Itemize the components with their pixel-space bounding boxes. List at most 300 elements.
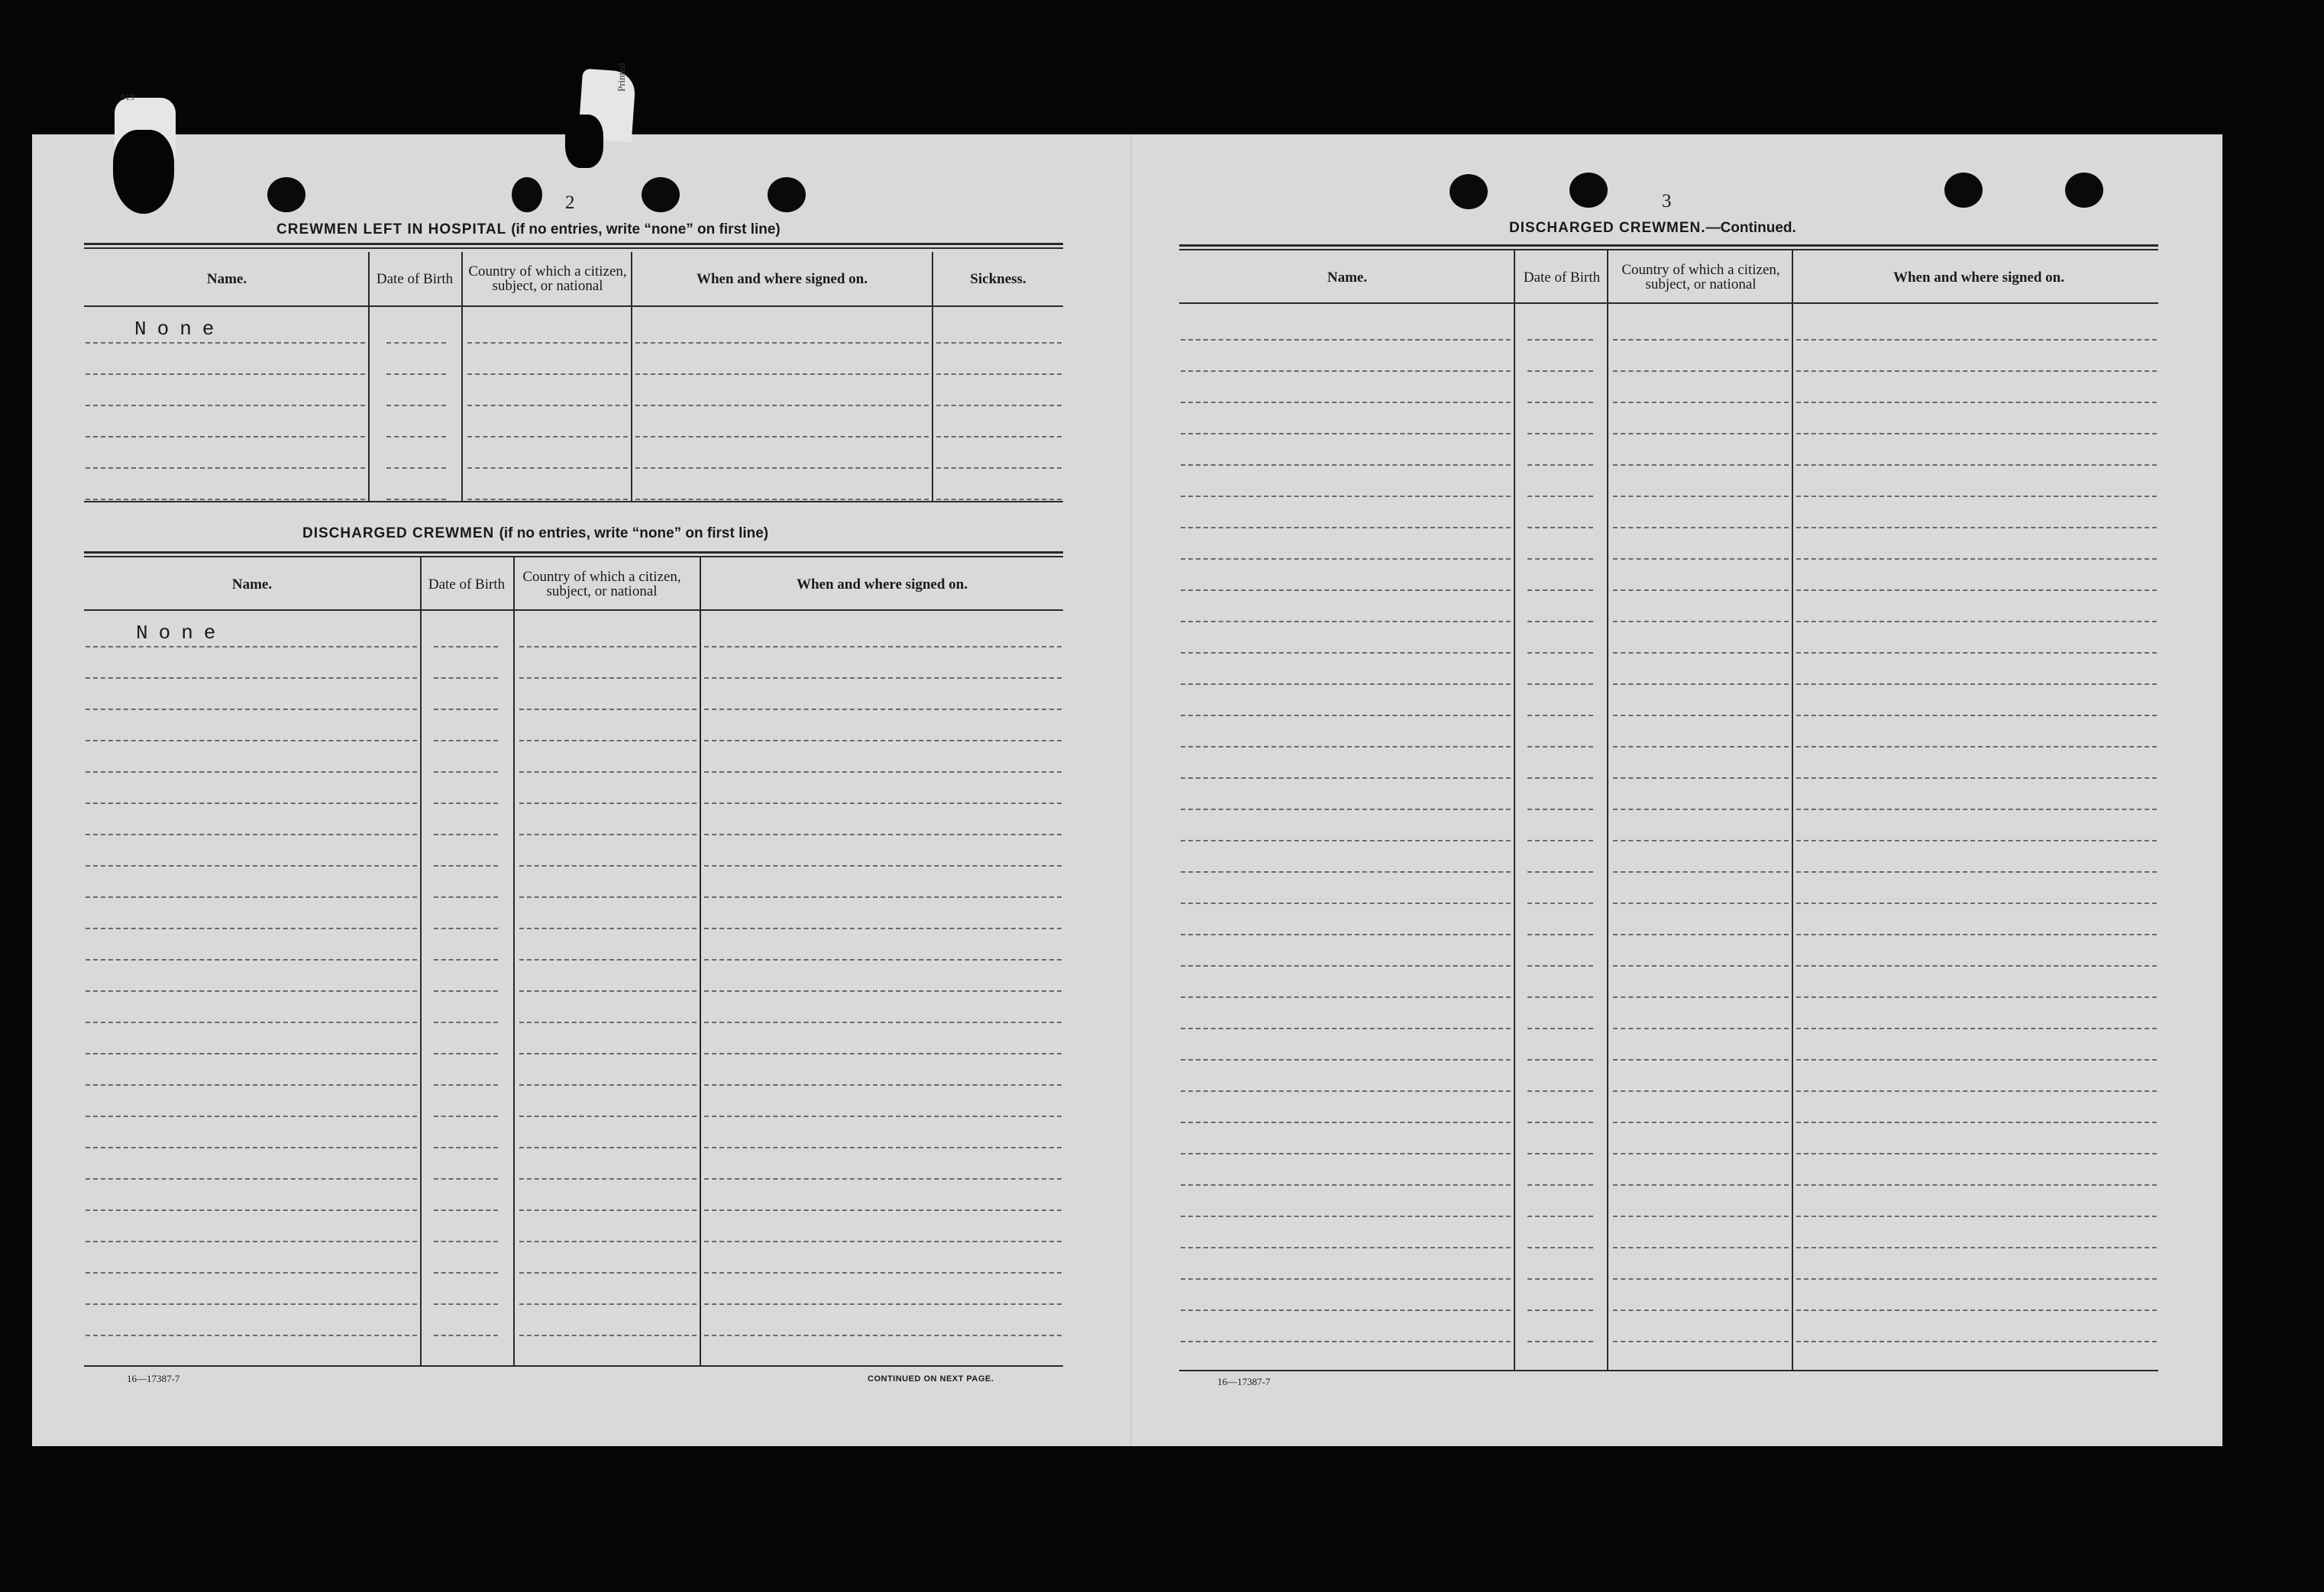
punch-hole: [267, 177, 305, 212]
ruled-line: [519, 834, 697, 835]
ruled-line: [434, 928, 498, 929]
ruled-line: [434, 1209, 498, 1211]
discharged-col-signed: When and where signed on.: [796, 576, 968, 593]
continued-note: CONTINUED ON NEXT PAGE.: [868, 1374, 994, 1384]
ruled-line: [519, 1116, 697, 1117]
ruled-line: [1527, 496, 1593, 497]
ruled-line: [519, 646, 697, 647]
continued-divider: [1792, 250, 1793, 1370]
ruled-line: [1181, 809, 1511, 810]
ruled-line: [1796, 965, 2157, 967]
ruled-line: [386, 499, 446, 500]
hospital-bottom-rule: [84, 501, 1063, 502]
ruled-line: [1613, 1216, 1789, 1217]
continued-col-name: Name.: [1327, 269, 1368, 286]
ruled-line: [1181, 339, 1511, 341]
ruled-line: [434, 1053, 498, 1054]
ruled-line: [86, 1272, 417, 1274]
hospital-top-rule: [84, 243, 1063, 249]
ruled-line: [1796, 652, 2157, 654]
ruled-line: [1796, 746, 2157, 748]
ruled-line: [635, 342, 929, 344]
ruled-line: [1527, 903, 1593, 904]
ruled-line: [1181, 683, 1511, 685]
ruled-line: [1613, 1309, 1789, 1311]
ruled-line: [519, 740, 697, 741]
ruled-line: [1796, 1278, 2157, 1280]
ruled-line: [1796, 1247, 2157, 1248]
ruled-line: [1181, 1122, 1511, 1123]
ruled-line: [434, 865, 498, 867]
ruled-line: [434, 802, 498, 804]
ruled-line: [1181, 996, 1511, 998]
ruled-line: [1527, 996, 1593, 998]
ruled-line: [1527, 339, 1593, 341]
continued-col-country: Country of which a citizen, subject, or national: [1621, 262, 1780, 292]
hospital-divider: [631, 252, 632, 501]
continued-col-dob: Date of Birth: [1523, 269, 1601, 286]
ruled-line: [1527, 1122, 1593, 1123]
discharged-divider: [513, 557, 515, 1365]
ruled-line: [1613, 621, 1789, 622]
ruled-line: [519, 928, 697, 929]
ruled-line: [1796, 1090, 2157, 1092]
ruled-line: [1613, 840, 1789, 841]
ruled-line: [1181, 370, 1511, 372]
ruled-line: [704, 959, 1062, 961]
ruled-line: [1613, 934, 1789, 935]
page-fold: [1130, 134, 1132, 1446]
tear-left: [113, 130, 174, 214]
ruled-line: [1181, 777, 1511, 779]
ruled-line: [434, 1147, 498, 1148]
ruled-line: [434, 1116, 498, 1117]
ruled-line: [1796, 777, 2157, 779]
ruled-line: [936, 342, 1062, 344]
ruled-line: [86, 1209, 417, 1211]
ruled-line: [434, 834, 498, 835]
hospital-col-signed: When and where signed on.: [696, 270, 868, 287]
ruled-line: [704, 1178, 1062, 1180]
ruled-line: [936, 405, 1062, 406]
ruled-line: [434, 959, 498, 961]
discharged-divider: [420, 557, 422, 1365]
ruled-line: [86, 1178, 417, 1180]
ruled-line: [1181, 1028, 1511, 1029]
hospital-instruction: (if no entries, write “none” on first line): [511, 221, 781, 237]
ruled-line: [1527, 527, 1593, 528]
ruled-line: [519, 865, 697, 867]
ruled-line: [519, 1178, 697, 1180]
ruled-line: [1796, 1153, 2157, 1154]
ruled-line: [1527, 1216, 1593, 1217]
discharged-header-rule: [84, 609, 1063, 611]
continued-title-text: DISCHARGED CREWMEN.: [1509, 220, 1706, 236]
hospital-col-sickness: Sickness.: [970, 270, 1026, 287]
continued-bottom-rule: [1179, 1370, 2158, 1371]
ruled-line: [519, 990, 697, 992]
ruled-line: [1613, 464, 1789, 466]
ruled-line: [704, 1303, 1062, 1305]
continued-section-title: [1509, 220, 1796, 237]
ruled-line: [1613, 1059, 1789, 1061]
ruled-line: [704, 928, 1062, 929]
ruled-line: [1796, 527, 2157, 528]
ruled-line: [704, 771, 1062, 773]
ruled-line: [704, 1335, 1062, 1336]
ruled-line: [1181, 527, 1511, 528]
ruled-line: [1527, 464, 1593, 466]
ruled-line: [1527, 433, 1593, 434]
punch-hole: [1944, 173, 1983, 208]
ruled-line: [86, 865, 417, 867]
ruled-line: [1181, 589, 1511, 591]
punch-hole: [1450, 174, 1488, 209]
ruled-line: [519, 802, 697, 804]
ruled-line: [704, 1241, 1062, 1242]
hospital-col-dob: Date of Birth: [376, 270, 454, 287]
ruled-line: [1796, 1309, 2157, 1311]
ruled-line: [1796, 433, 2157, 434]
hospital-divider: [932, 252, 933, 501]
ruled-line: [86, 1084, 417, 1086]
ruled-line: [1181, 965, 1511, 967]
edge-fragment-left: 919: [121, 92, 134, 102]
ruled-line: [704, 1053, 1062, 1054]
ruled-line: [1796, 809, 2157, 810]
ruled-line: [1796, 1216, 2157, 1217]
ruled-line: [1796, 934, 2157, 935]
continued-header-rule: [1179, 302, 2158, 304]
ruled-line: [86, 959, 417, 961]
ruled-line: [1613, 1122, 1789, 1123]
hospital-divider: [461, 252, 463, 501]
ruled-line: [1796, 903, 2157, 904]
ruled-line: [434, 1084, 498, 1086]
ruled-line: [1181, 934, 1511, 935]
discharged-entry-none: None: [136, 622, 227, 644]
ruled-line: [1796, 871, 2157, 873]
ledger-sheet: [32, 134, 2222, 1446]
ruled-line: [86, 1303, 417, 1305]
ruled-line: [1613, 1184, 1789, 1186]
ruled-line: [1613, 683, 1789, 685]
ruled-line: [1527, 1153, 1593, 1154]
ruled-line: [434, 1303, 498, 1305]
ruled-line: [1181, 1184, 1511, 1186]
page-number-right: 3: [1662, 191, 1672, 212]
ruled-line: [704, 1209, 1062, 1211]
ruled-line: [1527, 746, 1593, 748]
tear-right: [565, 115, 603, 168]
ruled-line: [386, 467, 446, 469]
ruled-line: [1613, 1247, 1789, 1248]
ruled-line: [86, 677, 417, 679]
ruled-line: [467, 405, 628, 406]
continued-divider: [1514, 250, 1515, 1370]
ruled-line: [434, 677, 498, 679]
ruled-line: [434, 896, 498, 898]
ruled-line: [704, 740, 1062, 741]
ruled-line: [519, 709, 697, 710]
ruled-line: [1527, 683, 1593, 685]
ruled-line: [1527, 871, 1593, 873]
ruled-line: [434, 771, 498, 773]
ruled-line: [519, 1209, 697, 1211]
ruled-line: [1796, 370, 2157, 372]
ruled-line: [1527, 934, 1593, 935]
ruled-line: [1527, 370, 1593, 372]
ruled-line: [1796, 558, 2157, 560]
ruled-line: [1181, 1341, 1511, 1342]
ruled-line: [1796, 1059, 2157, 1061]
ruled-line: [1613, 652, 1789, 654]
ruled-line: [1796, 715, 2157, 716]
ruled-line: [704, 646, 1062, 647]
ruled-line: [1613, 715, 1789, 716]
ruled-line: [1527, 1278, 1593, 1280]
ruled-line: [1796, 840, 2157, 841]
ruled-line: [936, 467, 1062, 469]
ruled-line: [1796, 1122, 2157, 1123]
ruled-line: [86, 1147, 417, 1148]
ruled-line: [467, 373, 628, 375]
punch-hole: [1569, 173, 1608, 208]
hospital-header-rule: [84, 305, 1063, 307]
ruled-line: [704, 865, 1062, 867]
ruled-line: [519, 1084, 697, 1086]
ruled-line: [1796, 1028, 2157, 1029]
ruled-line: [704, 834, 1062, 835]
ruled-line: [86, 499, 365, 500]
ruled-line: [1613, 402, 1789, 403]
punch-hole: [642, 177, 680, 212]
ruled-line: [1613, 871, 1789, 873]
ruled-line: [1181, 903, 1511, 904]
ruled-line: [1613, 1090, 1789, 1092]
ruled-line: [1181, 558, 1511, 560]
ruled-line: [704, 1147, 1062, 1148]
ruled-line: [86, 373, 365, 375]
discharged-top-rule: [84, 551, 1063, 557]
ruled-line: [1613, 903, 1789, 904]
punch-hole: [2065, 173, 2103, 208]
hospital-title-text: CREWMEN LEFT IN HOSPITAL: [276, 221, 506, 237]
ruled-line: [86, 928, 417, 929]
ruled-line: [86, 990, 417, 992]
ruled-line: [86, 342, 365, 344]
ruled-line: [434, 646, 498, 647]
ruled-line: [1527, 402, 1593, 403]
ruled-line: [1527, 1341, 1593, 1342]
discharged-bottom-rule: [84, 1365, 1063, 1367]
ruled-line: [936, 373, 1062, 375]
ruled-line: [434, 1022, 498, 1023]
ruled-line: [1613, 496, 1789, 497]
ruled-line: [704, 990, 1062, 992]
ruled-line: [1527, 589, 1593, 591]
ruled-line: [1613, 965, 1789, 967]
discharged-col-dob: Date of Birth: [428, 576, 506, 593]
ruled-line: [386, 436, 446, 438]
ruled-line: [1181, 840, 1511, 841]
ruled-line: [86, 646, 417, 647]
ruled-line: [467, 467, 628, 469]
ruled-line: [1181, 1278, 1511, 1280]
ruled-line: [519, 1022, 697, 1023]
ruled-line: [1181, 1059, 1511, 1061]
form-number-left: 16—17387-7: [127, 1373, 180, 1384]
ruled-line: [1796, 1184, 2157, 1186]
ruled-line: [704, 896, 1062, 898]
ruled-line: [1181, 496, 1511, 497]
ruled-line: [1527, 809, 1593, 810]
ruled-line: [1527, 1090, 1593, 1092]
ruled-line: [1796, 683, 2157, 685]
ruled-line: [1796, 621, 2157, 622]
ruled-line: [519, 1303, 697, 1305]
ruled-line: [1613, 339, 1789, 341]
ruled-line: [1527, 777, 1593, 779]
discharged-col-name: Name.: [231, 576, 273, 593]
ruled-line: [635, 436, 929, 438]
ruled-line: [519, 677, 697, 679]
ruled-line: [1796, 996, 2157, 998]
ruled-line: [86, 467, 365, 469]
ruled-line: [467, 436, 628, 438]
hospital-entry-none: None: [134, 318, 225, 341]
ruled-line: [86, 436, 365, 438]
ruled-line: [434, 1178, 498, 1180]
ruled-line: [936, 499, 1062, 500]
ruled-line: [1181, 746, 1511, 748]
ruled-line: [1527, 1059, 1593, 1061]
hospital-col-country: Country of which a citizen, subject, or national: [468, 263, 627, 294]
ruled-line: [1181, 1309, 1511, 1311]
ruled-line: [704, 709, 1062, 710]
ruled-line: [1796, 496, 2157, 497]
ruled-line: [1527, 1184, 1593, 1186]
ruled-line: [1527, 621, 1593, 622]
ruled-line: [635, 405, 929, 406]
ruled-line: [1181, 1216, 1511, 1217]
ruled-line: [86, 1022, 417, 1023]
ruled-line: [519, 896, 697, 898]
ruled-line: [519, 771, 697, 773]
hospital-divider: [368, 252, 370, 501]
ruled-line: [1796, 1341, 2157, 1342]
ruled-line: [519, 1147, 697, 1148]
ruled-line: [519, 1272, 697, 1274]
ruled-line: [1181, 871, 1511, 873]
ruled-line: [86, 709, 417, 710]
ruled-line: [434, 740, 498, 741]
ruled-line: [519, 1053, 697, 1054]
ruled-line: [519, 959, 697, 961]
ruled-line: [1181, 464, 1511, 466]
hospital-section-title: [276, 221, 781, 238]
ruled-line: [1527, 1309, 1593, 1311]
ruled-line: [1527, 1028, 1593, 1029]
ruled-line: [1181, 652, 1511, 654]
ruled-line: [635, 499, 929, 500]
ruled-line: [1613, 809, 1789, 810]
ruled-line: [1527, 652, 1593, 654]
ruled-line: [1613, 1028, 1789, 1029]
ruled-line: [519, 1335, 697, 1336]
ruled-line: [1181, 1247, 1511, 1248]
ruled-line: [434, 709, 498, 710]
ruled-line: [1181, 1090, 1511, 1092]
ruled-line: [1181, 621, 1511, 622]
ruled-line: [386, 373, 446, 375]
ruled-line: [467, 499, 628, 500]
continued-title-suffix: —Continued.: [1705, 220, 1796, 236]
ruled-line: [1613, 777, 1789, 779]
ruled-line: [86, 405, 365, 406]
page-number-left: 2: [565, 192, 575, 213]
ruled-line: [86, 1335, 417, 1336]
ruled-line: [434, 1241, 498, 1242]
ruled-line: [1613, 589, 1789, 591]
ruled-line: [86, 740, 417, 741]
ruled-line: [635, 373, 929, 375]
ruled-line: [1796, 339, 2157, 341]
punch-hole: [512, 177, 542, 212]
discharged-col-country: Country of which a citizen, subject, or national: [522, 569, 681, 599]
ruled-line: [386, 342, 446, 344]
hospital-col-name: Name.: [206, 270, 247, 287]
ruled-line: [434, 1335, 498, 1336]
ruled-line: [1181, 402, 1511, 403]
ruled-line: [86, 834, 417, 835]
discharged-section-title: [302, 525, 768, 542]
ruled-line: [386, 405, 446, 406]
ruled-line: [704, 1272, 1062, 1274]
ruled-line: [1181, 1153, 1511, 1154]
ruled-line: [1181, 715, 1511, 716]
ruled-line: [1181, 433, 1511, 434]
ruled-line: [1613, 558, 1789, 560]
ruled-line: [704, 1084, 1062, 1086]
continued-top-rule: [1179, 244, 2158, 250]
ruled-line: [519, 1241, 697, 1242]
ruled-line: [86, 1053, 417, 1054]
ruled-line: [1527, 1247, 1593, 1248]
ruled-line: [434, 990, 498, 992]
ruled-line: [936, 436, 1062, 438]
continued-divider: [1607, 250, 1608, 1370]
ruled-line: [86, 802, 417, 804]
ruled-line: [86, 896, 417, 898]
ruled-line: [1527, 558, 1593, 560]
continued-col-signed: When and where signed on.: [1892, 269, 2064, 286]
ruled-line: [1613, 1153, 1789, 1154]
ruled-line: [1796, 402, 2157, 403]
ruled-line: [704, 1022, 1062, 1023]
ruled-line: [467, 342, 628, 344]
ruled-line: [86, 771, 417, 773]
ruled-line: [1796, 464, 2157, 466]
ruled-line: [704, 677, 1062, 679]
ruled-line: [1796, 589, 2157, 591]
ruled-line: [1613, 996, 1789, 998]
form-number-right: 16—17387-7: [1217, 1376, 1271, 1387]
discharged-title-text: DISCHARGED CREWMEN: [302, 525, 495, 541]
ruled-line: [1613, 1341, 1789, 1342]
ruled-line: [86, 1241, 417, 1242]
discharged-instruction: (if no entries, write “none” on first line): [499, 525, 769, 541]
